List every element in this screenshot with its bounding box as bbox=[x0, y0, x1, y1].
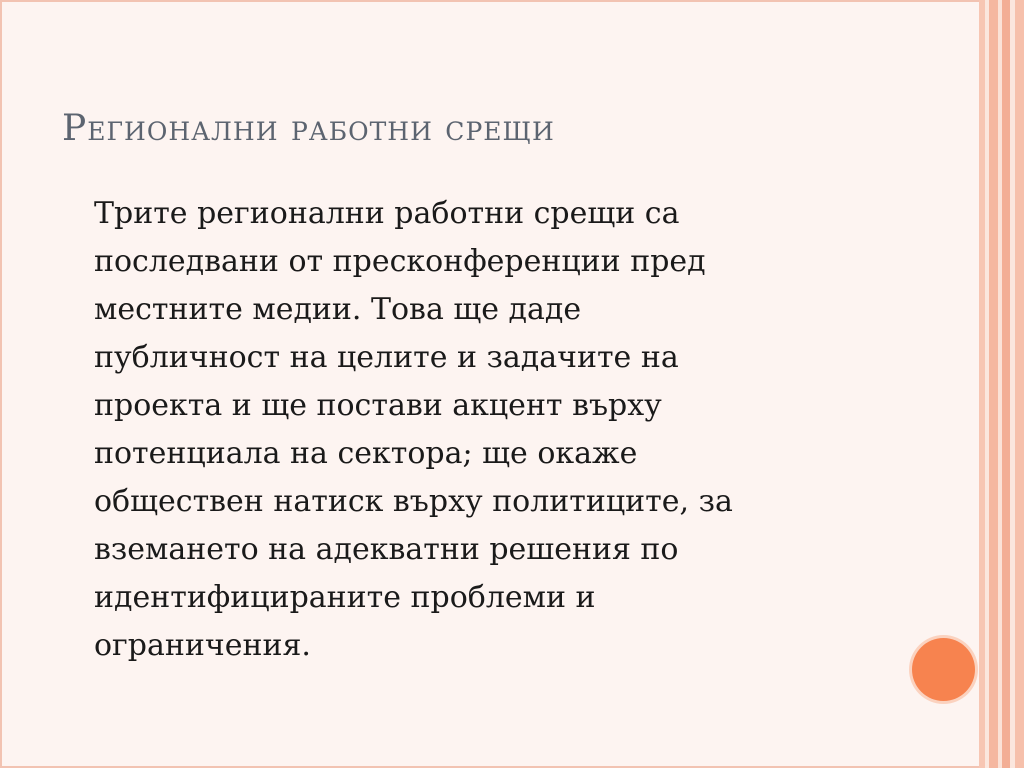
body-line: вземането на адекватни решения по bbox=[94, 532, 679, 567]
decorative-stripe bbox=[989, 0, 998, 768]
body-line: обществен натиск върху политиците, за bbox=[94, 484, 733, 519]
body-line: местните медии. Това ще даде bbox=[94, 292, 582, 327]
slide-body-text bbox=[94, 190, 894, 670]
body-line: проекта и ще постави акцент върху bbox=[94, 388, 662, 423]
body-line: ограничения. bbox=[94, 628, 311, 663]
body-line: последвани от пресконференции пред bbox=[94, 244, 706, 279]
slide-title: Регионални работни срещи bbox=[62, 108, 555, 149]
decorative-stripe bbox=[1002, 0, 1010, 768]
body-line: потенциала на сектора; ще окаже bbox=[94, 436, 638, 471]
body-line: публичност на целите и задачите на bbox=[94, 340, 679, 375]
body-line: Трите регионални работни срещи са bbox=[94, 196, 680, 231]
decorative-circle bbox=[912, 638, 975, 701]
decorative-stripe bbox=[1015, 0, 1024, 768]
body-line: идентифицираните проблеми и bbox=[94, 580, 596, 615]
